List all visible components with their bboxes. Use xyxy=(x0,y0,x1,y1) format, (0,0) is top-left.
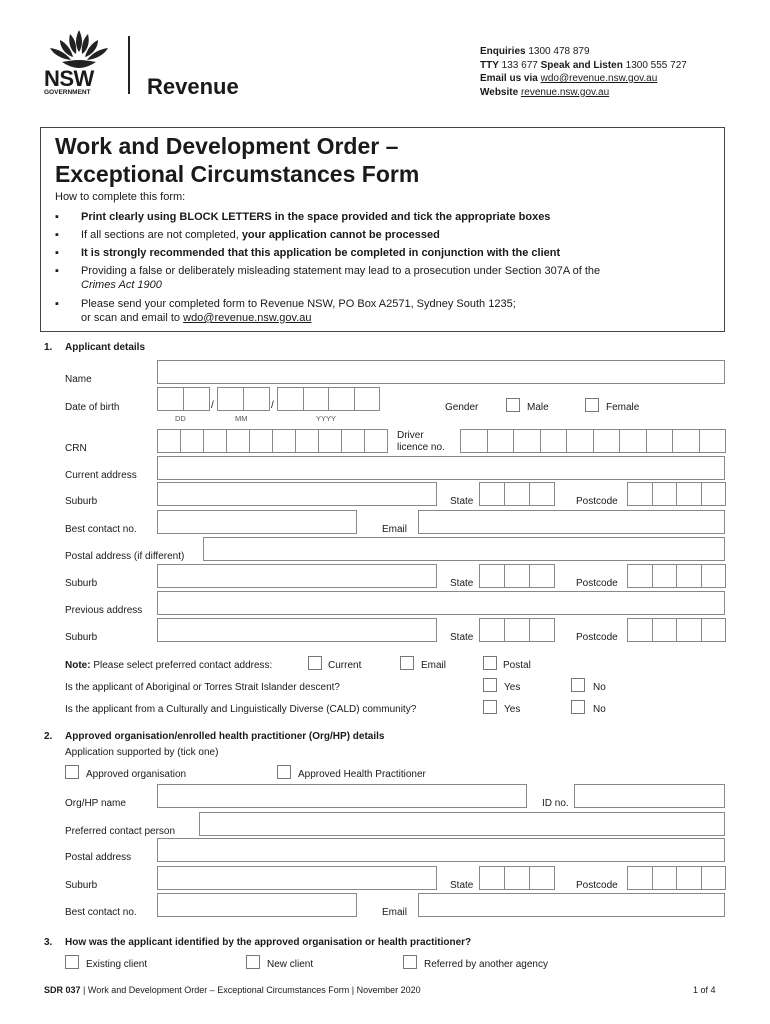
speak-listen-value: 1300 555 727 xyxy=(625,59,687,71)
gender-label: Gender xyxy=(445,402,479,413)
approved-hp-checkbox[interactable] xyxy=(277,765,291,779)
tty-label: TTY xyxy=(480,59,499,71)
dob-year-field[interactable] xyxy=(277,387,379,411)
existing-client-label: Existing client xyxy=(86,959,148,970)
previous-suburb-label: Suburb xyxy=(65,632,98,643)
org-email-field[interactable] xyxy=(418,893,725,917)
contact-block xyxy=(480,45,687,99)
previous-suburb-field[interactable] xyxy=(157,618,437,642)
enquiries-label: Enquiries xyxy=(480,46,526,57)
section-3-title: How was the applicant identified by the approved organisation or health practitioner? xyxy=(65,937,472,948)
org-hp-name-label: Org/HP name xyxy=(65,798,126,809)
org-state-label: State xyxy=(450,880,474,891)
org-postal-address-label: Postal address xyxy=(65,852,132,863)
contact-current-label: Current xyxy=(328,660,362,671)
existing-client-checkbox[interactable] xyxy=(65,955,79,969)
instruction-item: ▪ Please send your completed form to Revenue NSW, PO Box A2571, Sydney South 1235; or scan and email to wdo@revenue.nsw.gov.au xyxy=(55,298,516,324)
org-hp-name-field[interactable] xyxy=(157,784,527,808)
name-label: Name xyxy=(65,374,92,385)
postcode-field[interactable] xyxy=(627,482,725,506)
instruction-item: ▪ Print clearly using BLOCK LETTERS in the space provided and tick the appropriate boxes xyxy=(55,211,551,223)
org-postcode-label: Postcode xyxy=(576,880,618,891)
postal-address-label: Postal address (if different) xyxy=(65,551,185,562)
driver-licence-label: Driver licence no. xyxy=(397,430,445,453)
dob-yyyy-hint: YYYY xyxy=(316,414,337,423)
dob-slash: / xyxy=(271,400,274,411)
section-3-number: 3. xyxy=(44,937,53,948)
current-address-field[interactable] xyxy=(157,456,725,480)
gender-male-label: Male xyxy=(527,402,549,413)
contact-email-checkbox[interactable] xyxy=(400,656,414,670)
best-contact-field[interactable] xyxy=(157,510,357,534)
submit-email-link[interactable]: wdo@revenue.nsw.gov.au xyxy=(183,312,312,324)
postal-state-field[interactable] xyxy=(479,564,554,588)
revenue-logo-text: Revenue xyxy=(147,74,239,99)
contact-postal-checkbox[interactable] xyxy=(483,656,497,670)
postal-suburb-label: Suburb xyxy=(65,578,98,589)
logo-government-text: GOVERNMENT xyxy=(44,89,91,96)
state-label: State xyxy=(450,496,474,507)
suburb-label: Suburb xyxy=(65,496,98,507)
postal-state-label: State xyxy=(450,578,474,589)
waratah-icon xyxy=(40,28,118,70)
org-best-contact-label: Best contact no. xyxy=(65,907,137,918)
atsi-question: Is the applicant of Aboriginal or Torres Strait Islander descent? xyxy=(65,682,340,693)
previous-postcode-label: Postcode xyxy=(576,632,618,643)
approved-org-label: Approved organisation xyxy=(86,769,187,780)
contact-person-field[interactable] xyxy=(199,812,725,836)
previous-address-label: Previous address xyxy=(65,605,143,616)
logo-divider xyxy=(128,36,130,94)
website-label: Website xyxy=(480,86,519,98)
instruction-item: ▪ If all sections are not completed, your application cannot be processed xyxy=(55,229,440,241)
footer-text: SDR 037 | Work and Development Order – Exceptional Circumstances Form | November 2020 xyxy=(44,985,421,995)
gender-male-checkbox[interactable] xyxy=(506,398,520,412)
gender-female-label: Female xyxy=(606,402,640,413)
dob-day-field[interactable] xyxy=(157,387,209,411)
form-title-line1: Work and Development Order – xyxy=(55,133,399,159)
contact-person-label: Preferred contact person xyxy=(65,826,176,837)
how-to-text: How to complete this form: xyxy=(55,191,186,203)
cald-question: Is the applicant from a Culturally and Linguistically Diverse (CALD) community? xyxy=(65,704,417,715)
org-suburb-field[interactable] xyxy=(157,866,437,890)
current-address-label: Current address xyxy=(65,470,137,481)
cald-no-checkbox[interactable] xyxy=(571,700,585,714)
org-suburb-label: Suburb xyxy=(65,880,98,891)
dob-slash: / xyxy=(211,400,214,411)
website-link[interactable]: revenue.nsw.gov.au xyxy=(520,86,610,98)
logo-nsw-text: NSW xyxy=(44,66,94,91)
instruction-item: ▪ It is strongly recommended that this application be completed in conjunction with the client xyxy=(55,247,561,259)
driver-licence-field[interactable] xyxy=(460,429,725,453)
org-state-field[interactable] xyxy=(479,866,554,890)
dob-month-field[interactable] xyxy=(217,387,269,411)
email-field[interactable] xyxy=(418,510,725,534)
section-2-title: Approved organisation/enrolled health practitioner (Org/HP) details xyxy=(65,731,385,742)
nsw-government-logo xyxy=(40,28,118,98)
cald-no-label: No xyxy=(593,704,606,715)
name-field[interactable] xyxy=(157,360,725,384)
intro-box xyxy=(40,127,725,332)
previous-postcode-field[interactable] xyxy=(627,618,725,642)
dob-label: Date of birth xyxy=(65,402,120,413)
dob-mm-hint: MM xyxy=(235,414,248,423)
atsi-yes-checkbox[interactable] xyxy=(483,678,497,692)
crn-label: CRN xyxy=(65,443,87,454)
section-1-title: Applicant details xyxy=(65,342,146,353)
postal-postcode-field[interactable] xyxy=(627,564,725,588)
preferred-contact-note: Note: Please select preferred contact address: xyxy=(65,660,273,671)
referred-checkbox[interactable] xyxy=(403,955,417,969)
previous-state-label: State xyxy=(450,632,474,643)
previous-address-field[interactable] xyxy=(157,591,725,615)
contact-email-label: Email xyxy=(421,660,447,671)
section-2-number: 2. xyxy=(44,731,53,742)
email-link[interactable]: wdo@revenue.nsw.gov.au xyxy=(540,73,658,84)
org-postal-address-field[interactable] xyxy=(157,838,725,862)
cald-yes-checkbox[interactable] xyxy=(483,700,497,714)
page-number: 1 of 4 xyxy=(693,985,716,995)
form-code: SDR 037 xyxy=(44,985,81,995)
best-contact-label: Best contact no. xyxy=(65,524,137,535)
gender-female-checkbox[interactable] xyxy=(585,398,599,412)
enquiries-value: 1300 478 879 xyxy=(528,46,590,57)
instruction-item: ▪ Providing a false or deliberately misleading statement may lead to a prosecution under Section 307A of the Crimes Act 1900 xyxy=(55,265,601,291)
speak-listen-label: Speak and Listen xyxy=(540,59,623,71)
approved-hp-label: Approved Health Practitioner xyxy=(298,769,426,780)
postal-address-field[interactable] xyxy=(203,537,725,561)
tty-value: 133 677 xyxy=(501,59,538,71)
supported-by-label: Application supported by (tick one) xyxy=(65,747,219,758)
email-label: Email xyxy=(382,524,408,535)
dob-dd-hint: DD xyxy=(175,414,186,423)
contact-current-checkbox[interactable] xyxy=(308,656,322,670)
postal-suburb-field[interactable] xyxy=(157,564,437,588)
org-email-label: Email xyxy=(382,907,408,918)
id-no-label: ID no. xyxy=(542,798,569,809)
atsi-yes-label: Yes xyxy=(504,682,521,693)
org-postcode-field[interactable] xyxy=(627,866,725,890)
instruction-list xyxy=(55,208,715,325)
id-no-field[interactable] xyxy=(574,784,725,808)
referred-label: Referred by another agency xyxy=(424,959,548,970)
form-title-line2: Exceptional Circumstances Form xyxy=(55,161,420,187)
new-client-checkbox[interactable] xyxy=(246,955,260,969)
crn-field[interactable] xyxy=(157,429,387,453)
cald-yes-label: Yes xyxy=(504,704,521,715)
state-field[interactable] xyxy=(479,482,554,506)
atsi-no-label: No xyxy=(593,682,606,693)
postal-postcode-label: Postcode xyxy=(576,578,618,589)
org-best-contact-field[interactable] xyxy=(157,893,357,917)
postcode-label: Postcode xyxy=(576,496,618,507)
atsi-no-checkbox[interactable] xyxy=(571,678,585,692)
email-label: Email us via xyxy=(480,73,538,84)
new-client-label: New client xyxy=(267,959,314,970)
approved-org-checkbox[interactable] xyxy=(65,765,79,779)
previous-state-field[interactable] xyxy=(479,618,554,642)
suburb-field[interactable] xyxy=(157,482,437,506)
contact-postal-label: Postal xyxy=(503,660,531,671)
section-1-number: 1. xyxy=(44,342,53,353)
